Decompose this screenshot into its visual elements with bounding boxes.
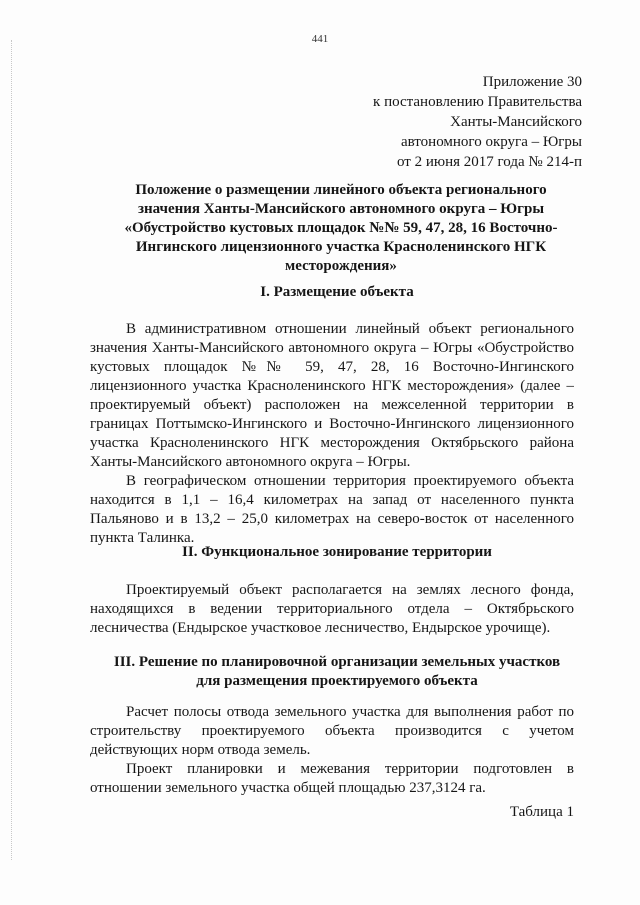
paragraph-line: находящихся в ведении территориального отдела – Октябрьского: [90, 601, 574, 617]
paragraph-line: кустовых площадок №№ 59, 47, 28, 16 Восточно-Ингинского: [90, 359, 574, 375]
paragraph-line: пункта Талинка.: [90, 530, 195, 546]
paragraph-line: находится в 1,1 – 16,4 километрах на запад от населенного пункта: [90, 492, 574, 508]
paragraph-line: лицензионного участка Красноленинского НГК месторождения» (далее –: [90, 378, 574, 394]
paragraph-geography: [90, 472, 574, 548]
table-label: Таблица 1: [509, 804, 574, 820]
title-line: «Обустройство кустовых площадок №№ 59, 47, 28, 16 Восточно-: [124, 220, 558, 236]
paragraph-line: лесничества (Ендырское участковое лесничество, Ендырское урочище).: [90, 620, 551, 636]
paragraph-line: Проектируемый объект располагается на землях лесного фонда,: [126, 582, 574, 598]
appendix-line: автономного округа – Югры: [400, 134, 582, 150]
paragraph-location: [90, 320, 574, 472]
scan-edge-line: [11, 40, 12, 860]
page-number: 441: [311, 33, 329, 45]
paragraph-line: значения Ханты-Мансийского автономного округа – Югры «Обустройство: [90, 340, 574, 356]
paragraph-line: Ханты-Мансийского автономного округа – Югры.: [90, 454, 411, 470]
paragraph-line: Пальяново и в 13,2 – 25,0 километрах на северо-восток от населенного: [90, 511, 574, 527]
section-heading-2: [82, 543, 592, 562]
title-line: значения Ханты-Мансийского автономного округа – Югры: [137, 201, 545, 217]
heading-text: для размещения проектируемого объекта: [196, 673, 478, 689]
document-title: [96, 181, 586, 276]
paragraph-area: [90, 760, 574, 798]
title-line: Ингинского лицензионного участка Красноленинского НГК: [135, 239, 547, 255]
section-heading-1: [82, 283, 592, 302]
heading-text: III. Решение по планировочной организации земельных участков: [113, 654, 561, 670]
title-line: Положение о размещении линейного объекта регионального: [135, 182, 547, 198]
paragraph-line: проектируемый объект) расположен на межселенной территории в: [90, 397, 574, 413]
paragraph-line: В географическом отношении территория проектируемого объекта: [126, 473, 574, 489]
heading-text: I. Размещение объекта: [260, 284, 414, 300]
appendix-line: Приложение 30: [482, 74, 582, 90]
heading-text: II. Функциональное зонирование территории: [182, 544, 492, 560]
paragraph-line: строительству проектируемого объекта производится с учетом: [90, 723, 574, 739]
paragraph-line: Проект планировки и межевания территории подготовлен в: [126, 761, 574, 777]
title-line: месторождения»: [285, 258, 397, 274]
appendix-header: [373, 72, 582, 172]
paragraph-allotment: [90, 703, 574, 760]
paragraph-line: В административном отношении линейный объект регионального: [126, 321, 574, 337]
paragraph-line: действующих норм отвода земель.: [90, 742, 311, 758]
appendix-line: к постановлению Правительства: [373, 94, 582, 110]
section-heading-3: [82, 653, 592, 691]
paragraph-line: отношении земельного участка общей площадью 237,3124 га.: [90, 780, 486, 796]
paragraph-line: участка Красноленинского НГК месторождения Октябрьского района: [90, 435, 574, 451]
paragraph-zoning: [90, 581, 574, 638]
appendix-line: Ханты-Мансийского: [450, 114, 582, 130]
appendix-line: от 2 июня 2017 года № 214-п: [397, 154, 582, 170]
paragraph-line: границах Поттымско-Ингинского и Восточно-Ингинского лицензионного: [90, 416, 574, 432]
paragraph-line: Расчет полосы отвода земельного участка для выполнения работ по: [126, 704, 574, 720]
